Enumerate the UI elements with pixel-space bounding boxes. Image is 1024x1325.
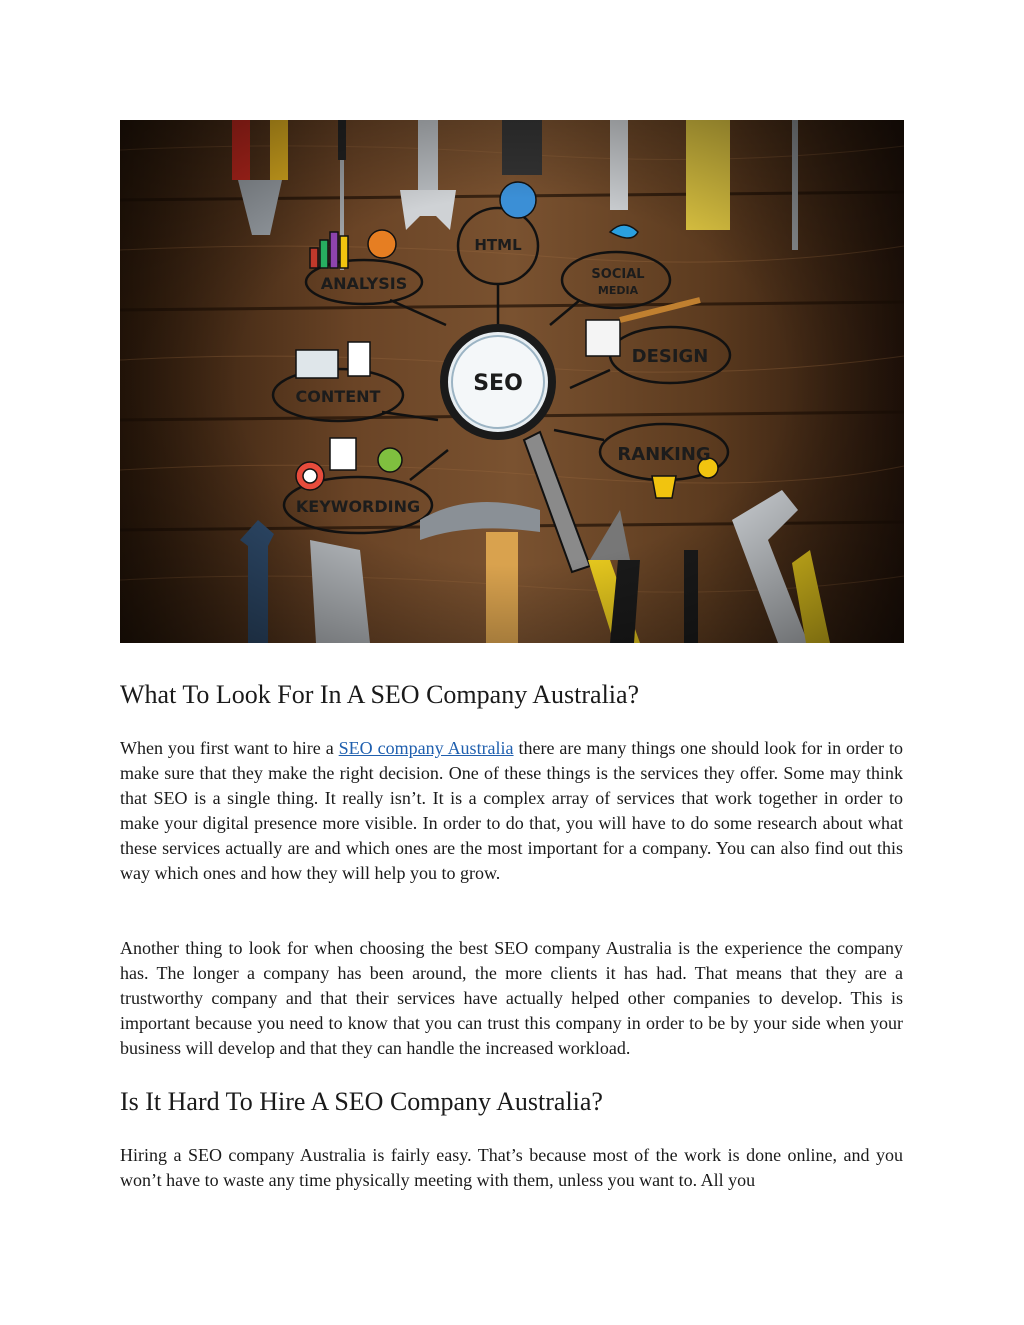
section-heading-is-it-hard: Is It Hard To Hire A SEO Company Australia? <box>120 1087 603 1116</box>
paragraph-intro-rest: there are many things one should look for in order to make sure that they make the right decision. One of these things is the services they offer. Some may think that SEO is a single thing. It really isn’t. It is a complex array of services that work together in order to make your digital presence more visible. In order to do that, you will have to do some research about what these services actually are and which ones are the most important for a company. You can also find out this way which ones and how they will help you to grow. <box>120 738 903 883</box>
paragraph-hiring: Hiring a SEO company Australia is fairly easy. That’s because most of the work is done online, and you won’t have to waste any time physically meeting with them, unless you want to. All you <box>120 1145 903 1190</box>
seo-tools-hero-image <box>120 120 904 643</box>
section-heading-what-to-look-for: What To Look For In A SEO Company Australia? <box>120 680 640 709</box>
paragraph-intro-start: When you first want to hire a <box>120 738 339 758</box>
paragraph-experience: Another thing to look for when choosing the best SEO company Australia is the experience the company has. The longer a company has been around, the more clients it has had. That means that they are a trustworthy company and that their services have actually helped other companies to develop. This is important because you need to know that you can trust this company in order to be by your side when your business will develop and that they can handle the increased workload. <box>120 938 903 1058</box>
seo-company-australia-link[interactable]: SEO company Australia <box>338 738 514 758</box>
paragraph-intro <box>120 736 903 886</box>
